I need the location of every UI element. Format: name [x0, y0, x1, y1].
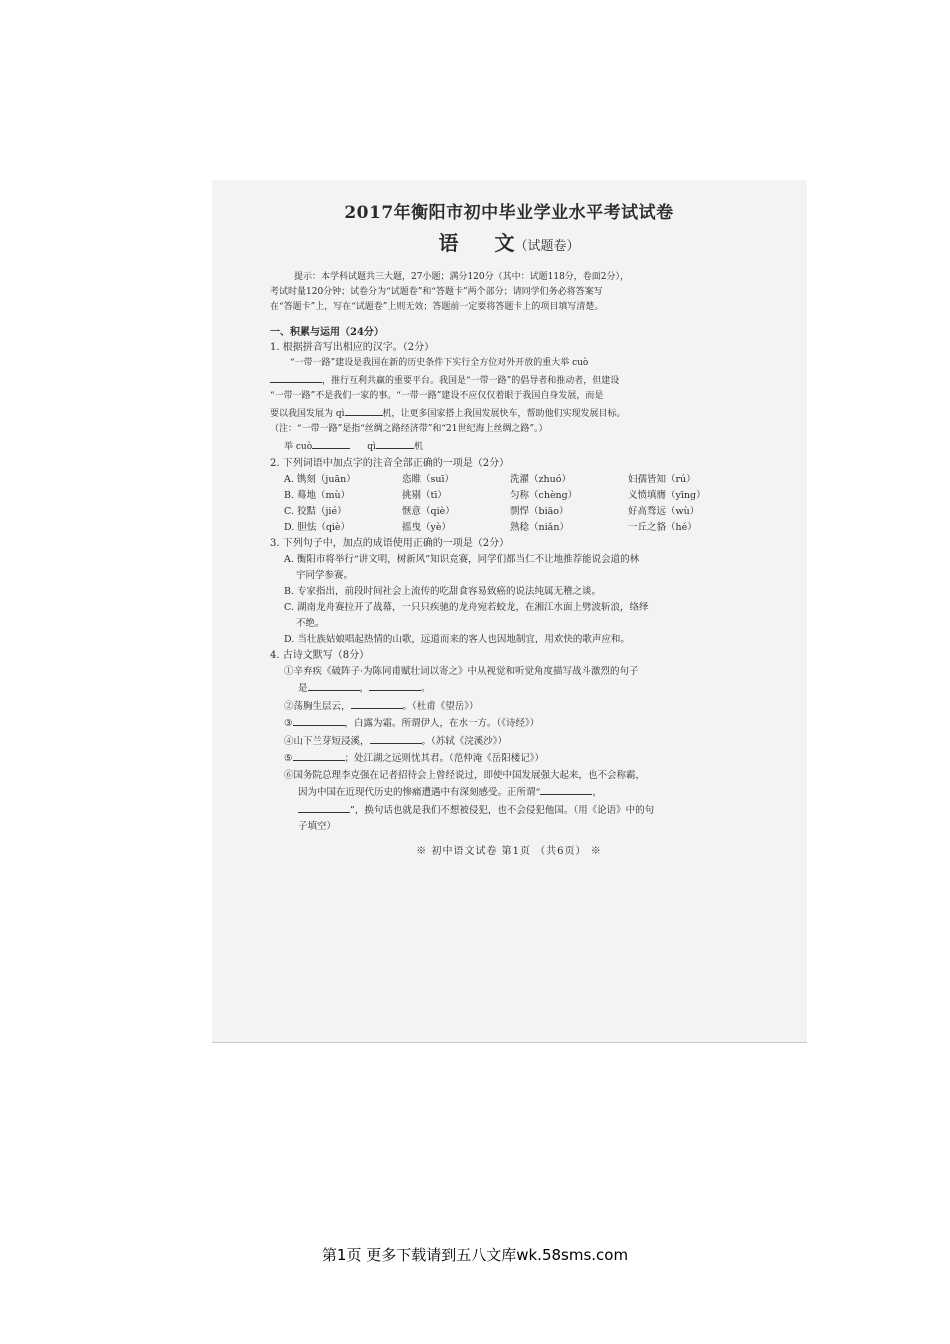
- option-cell: 挑剔（tī）: [402, 489, 447, 501]
- option-cell: 好高骛远（wù）: [628, 505, 700, 517]
- question-1-stem: 1. 根据拼音写出相应的汉字。（2分）: [270, 342, 435, 353]
- passage-line: [270, 372, 748, 390]
- question-3-options: [284, 552, 748, 648]
- option-cell: 惬意（qiè）: [402, 505, 455, 517]
- notice-line: 在“答题卡”上，写在“试题卷”上则无效；答题前一定要将答题卡上的项目填写清楚。: [270, 302, 604, 312]
- option-d: D. 当壮族姑娘唱起热情的山歌，远道而来的客人也因地制宜，用欢快的歌声应和。: [284, 633, 630, 645]
- blank: [376, 438, 414, 449]
- blank: [312, 438, 350, 449]
- answer-label: 机: [413, 441, 423, 452]
- blank: [293, 750, 345, 761]
- exam-content: [270, 198, 748, 867]
- blank: [270, 372, 322, 383]
- option-a-cont: 宇同学参赛。: [296, 569, 354, 581]
- question-1-answer-line: [284, 438, 748, 454]
- subject-char-2: 文: [494, 231, 515, 255]
- passage-line: “一带一路”不是我们一家的事。“一带一路”建设不应仅仅着眼于我国自身发展，而是: [270, 391, 604, 401]
- option-cell: 熟稔（niǎn）: [510, 521, 569, 533]
- subject-char-1: 语: [438, 231, 459, 255]
- option-cell: 洗濯（zhuó）: [510, 473, 571, 485]
- poem-text: ⑤: [284, 753, 293, 764]
- poem-text: 。: [421, 683, 431, 694]
- option-b: B. 专家指出，前段时间社会上流传的吃甜食容易致癌的说法纯属无稽之谈。: [284, 585, 602, 597]
- poem-item: [284, 715, 748, 733]
- poem-item: [284, 750, 748, 768]
- passage-line: “一带一路”建设是我国在新的历史条件下实行全方位对外开放的重大举 cuò: [290, 358, 589, 368]
- exam-notice: [270, 270, 748, 315]
- poem-item-cont: [284, 802, 748, 820]
- poem-text: 。（杜甫《望岳》）: [402, 700, 479, 712]
- poem-item: ①辛弃疾《破阵子·为陈同甫赋壮词以寄之》中从视觉和听觉角度描写战斗激烈的句子: [284, 665, 639, 677]
- blank: [540, 784, 592, 795]
- exam-subject: [270, 227, 748, 256]
- poem-text: ，: [359, 683, 370, 694]
- poem-item-cont: 子填空）: [298, 821, 337, 832]
- option-cell: 义愤填膺（yīng）: [628, 489, 706, 501]
- poem-text: 。（苏轼《浣溪沙》）: [421, 735, 508, 747]
- blank: [345, 405, 383, 416]
- option-a: A. 衡阳市将举行“讲文明，树新风”知识竞赛，同学们都当仁不让地推荐能说会道的林: [284, 553, 640, 565]
- option-cell: B. 蓦地（mù）: [284, 489, 351, 501]
- question-2-options: [284, 472, 748, 536]
- option-cell: 剽悍（biāo）: [510, 505, 569, 517]
- option-c: C. 湖南龙舟赛拉开了战幕，一只只疾驰的龙舟宛若蛟龙，在湘江水面上劈波斩浪，络绎: [284, 601, 649, 613]
- poem-item-cont: [284, 784, 748, 802]
- poem-item: [284, 698, 748, 716]
- passage-note: （注：“一带一路”是指“丝绸之路经济带”和“21世纪海上丝绸之路”。）: [270, 424, 548, 434]
- poem-item-cont: [284, 680, 748, 698]
- question-3-stem: 3. 下列句子中，加点的成语使用正确的一项是（2分）: [270, 537, 510, 549]
- option-cell: A. 镌刻（juān）: [284, 473, 356, 485]
- passage-text: 要以我国发展为 qì: [270, 408, 345, 419]
- scanned-exam-page: [212, 180, 807, 1043]
- option-cell: 匀称（chèng）: [510, 489, 578, 501]
- poem-text: ④山下兰芽短浸溪，: [284, 735, 370, 747]
- poem-text: ；处江湖之远则忧其君。（范仲淹《岳阳楼记》）: [344, 753, 545, 764]
- poem-text: ②荡胸生层云，: [284, 700, 351, 712]
- option-cell: 一丘之貉（hé）: [628, 521, 697, 533]
- option-cell: C. 狡黠（jié）: [284, 505, 347, 517]
- option-cell: 妇孺皆知（rú）: [628, 473, 696, 485]
- blank: [308, 680, 360, 691]
- notice-line: 考试时量120分钟；试卷分为“试题卷”和“答题卡”两个部分；请同学们务必将答案写: [270, 287, 603, 297]
- question-2-stem: 2. 下列词语中加点字的注音全部正确的一项是（2分）: [270, 457, 510, 469]
- poem-text: ③: [284, 718, 293, 729]
- passage-line: [270, 405, 748, 423]
- poem-text: ，白露为霜。所谓伊人，在水一方。（《诗经》）: [344, 718, 540, 729]
- passage-text: 机，让更多国家搭上我国发展快车，帮助他们实现发展目标。: [382, 408, 626, 419]
- option-cell: 恣睢（suī）: [402, 473, 455, 485]
- poem-text: 是: [298, 683, 308, 694]
- blank: [369, 680, 421, 691]
- option-cell: D. 胆怯（qiè）: [284, 521, 351, 533]
- option-cell: 摇曳（yè）: [402, 521, 451, 533]
- question-1-passage: [270, 356, 748, 438]
- answer-label: 举 cuò: [284, 441, 313, 452]
- poem-item: ⑥国务院总理李克强在记者招待会上曾经说过，即使中国发展强大起来，也不会称霸，: [284, 769, 646, 781]
- notice-line: 提示：本学科试题共三大题，27小题；满分120分（其中：试题118分，卷面2分），: [294, 272, 630, 282]
- passage-text: ，推行互利共赢的重要平台。我国是“一带一路”的倡导者和推动者，但建设: [322, 375, 620, 386]
- poem-text: ”，换句话也就是我们不想被侵犯，也不会侵犯他国。（用《论语》中的句: [350, 804, 655, 816]
- question-4-stem: 4. 古诗文默写（8分）: [270, 649, 370, 661]
- option-c-cont: 不绝。: [296, 617, 325, 629]
- question-4-items: [284, 664, 748, 836]
- blank: [298, 802, 350, 813]
- poem-text: ，: [592, 787, 602, 798]
- poem-item: [284, 733, 748, 751]
- poem-text: 因为中国在近现代历史的惨痛遭遇中有深刻感受。正所谓“: [298, 787, 541, 798]
- blank: [351, 698, 403, 709]
- subject-paren: （试题卷）: [514, 239, 580, 254]
- answer-label: qì: [367, 441, 376, 452]
- exam-title: 2017年衡阳市初中毕业学业水平考试试卷: [344, 203, 674, 223]
- section-heading: 一、积累与运用（24分）: [270, 327, 384, 338]
- page-footer: 第1页 更多下载请到五八文库wk.58sms.com: [321, 1246, 629, 1264]
- scan-page-footer: ※ 初中语文试卷 第1页 （共6页） ※: [416, 845, 602, 857]
- blank: [293, 715, 345, 726]
- blank: [370, 733, 422, 744]
